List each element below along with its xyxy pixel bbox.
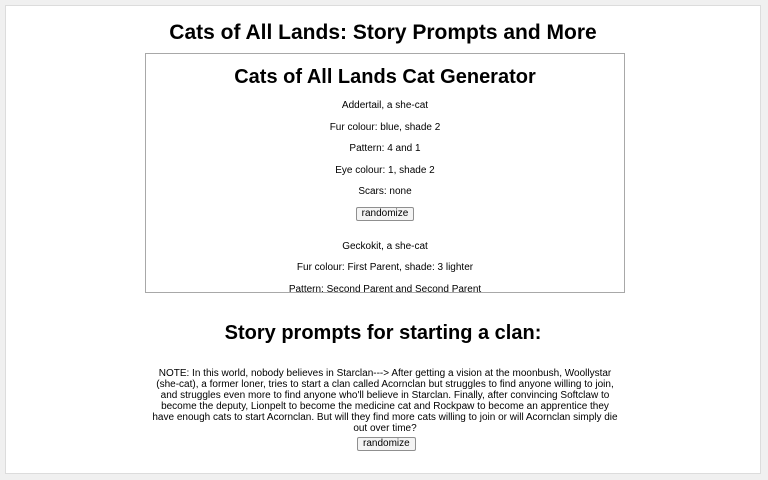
kit-fur-colour: Fur colour: First Parent, shade: 3 lighter [296,262,474,273]
story-prompt-text: NOTE: In this world, nobody believes in Starclan---> After getting a vision at the moonbush, Woollystar (she-cat), a former loner, tries to start a clan called Acornclan but struggles to find anyone willing to join, and struggles even more to find anyone who'll believe in Starclan. Finally, after convincing Softclaw to become the deputy, Lionpelt to become the medicine cat and Rockpaw to become an apprentice they have enough cats to start Acornclan. But will they find more cats willing to join or will Acornclan simply die out over time? [152,368,618,434]
page-title: Cats of All Lands: Story Prompts and More [169,21,597,44]
cat-fur-colour: Fur colour: blue, shade 2 [329,121,441,133]
randomize-cat-button[interactable]: randomize [356,207,415,221]
cat-scars: Scars: none [358,186,412,197]
cat-name: Addertail, a she-cat [341,100,429,111]
cat-eye-colour: Eye colour: 1, shade 2 [335,164,435,176]
kit-name: Geckokit, a she-cat [342,240,428,252]
spacer [146,221,624,240]
randomize-story-button[interactable]: randomize [357,437,416,451]
page-container [5,5,761,474]
kit-pattern: Pattern: Second Parent and Second Parent [288,283,482,293]
generator-title: Cats of All Lands Cat Generator [234,66,536,88]
cat-generator-frame[interactable] [145,53,625,293]
story-prompts-title: Story prompts for starting a clan: [224,322,542,344]
cat-pattern: Pattern: 4 and 1 [349,143,421,154]
